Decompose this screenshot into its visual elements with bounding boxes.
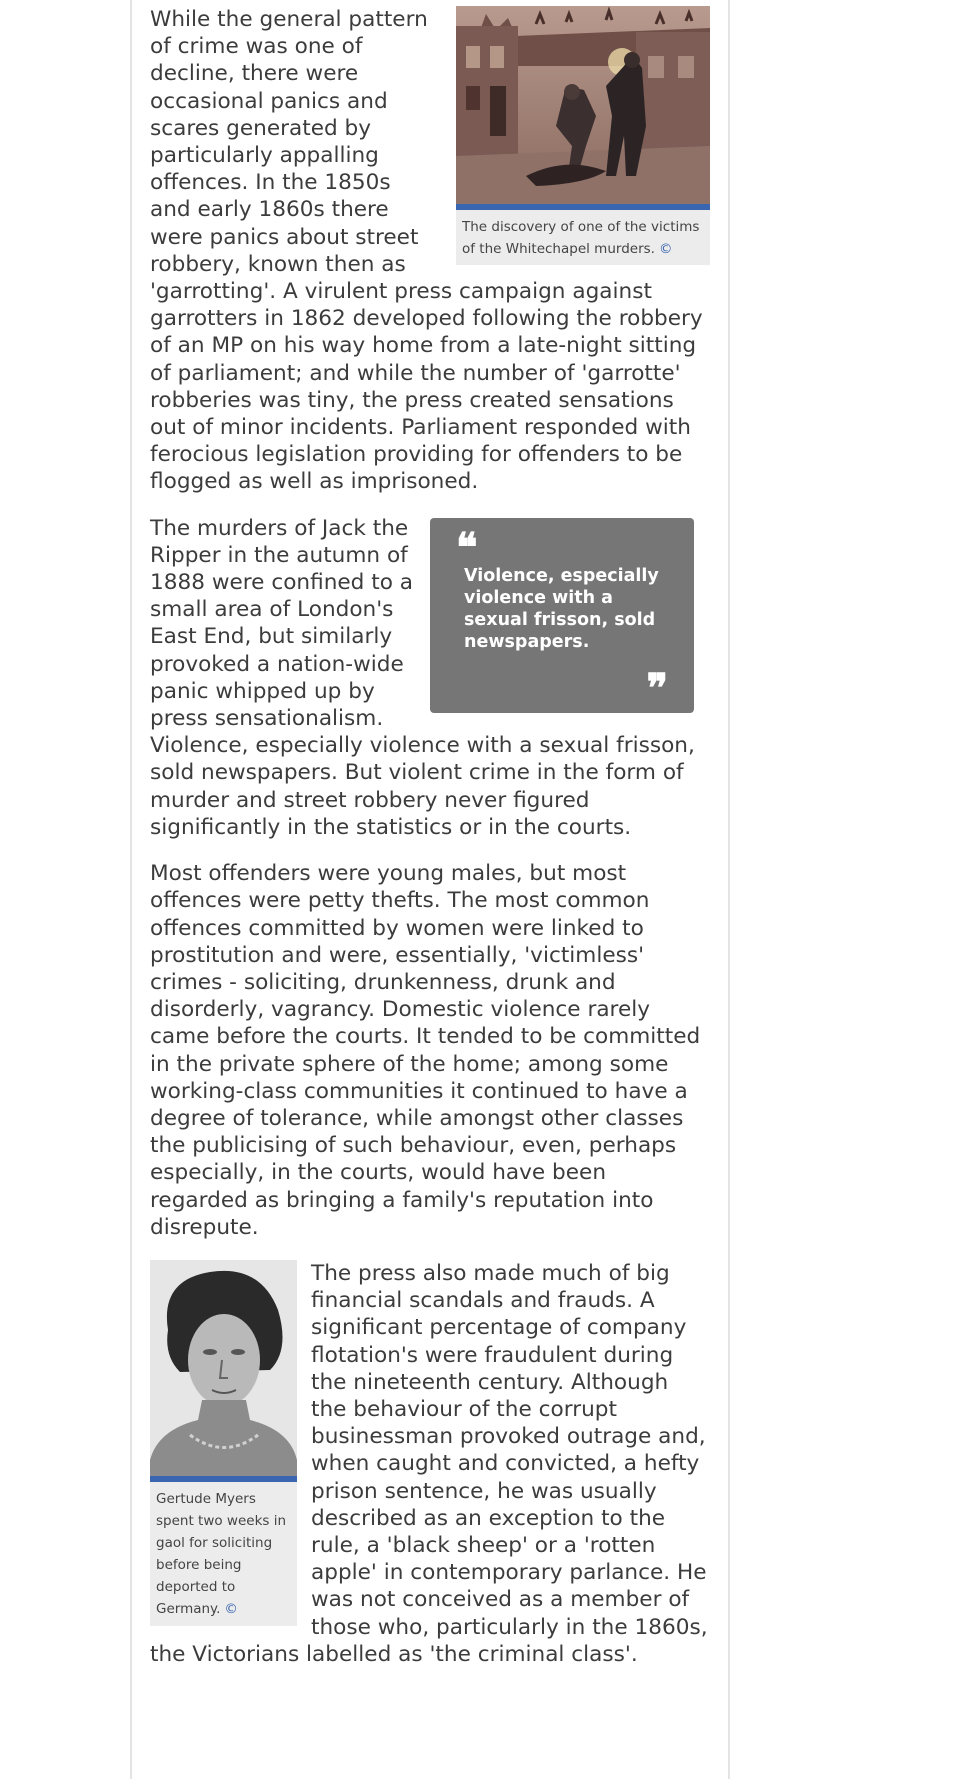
figure-caption [150,1482,297,1626]
figure-whitechapel [456,6,710,265]
copyright-icon[interactable]: © [658,241,673,257]
open-quote-icon: ❝ [456,523,478,571]
figure-caption [456,210,710,265]
paragraph-offenders: Most offenders were young males, but most offences were petty thefts. The most common offences committed by women were linked to prostitution and were, essentially, 'victimless' crimes - soliciting, drunkenness, drunk and disorderly, vagrancy. Domestic violence rarely came before the courts. It tended to be committed in the private sphere of the home; among some working-class communities it continued to have a degree of tolerance, while amongst other classes the publicising of such behaviour, even, perhaps especially, in the courts, would have been regarded as bringing a family's reputation into disrepute. [150,861,701,1240]
caption-text: The discovery of one of the victims of the Whitechapel murders. [462,219,700,257]
figure-gertude-myers [150,1260,297,1626]
pull-quote-text: Violence, especially violence with a sexual frisson, sold newspapers. [464,565,659,652]
caption-text: Gertude Myers spent two weeks in gaol for soliciting before being deported to Germany. [156,1490,287,1617]
copyright-icon[interactable]: © [224,1600,238,1617]
close-quote-icon: ❞ [646,664,668,712]
paragraph-jack-the-ripper: The murders of Jack the Ripper in the autumn of 1888 were confined to a small area of London's East End, but similarly provoked a nation-wide panic whipped up by press sensationalism. Violence, especially violence with a sexual frisson, sold newspapers. But violent crime in the form of murder and street robbery never figured significantly in the statistics or in the courts. [150,515,695,840]
paragraph-financial-scandals: The press also made much of big financial scandals and frauds. A significant percentage of company flotation's were fraudulent during the nineteenth century. Although the behaviour of the corrupt businessman provoked outrage and, when caught and convicted, a hefty prison sentence, he was usually described as an exception to the rule, a 'black sheep' or a 'rotten apple' in contemporary parlance. He was not conceived as a member of those who, particularly in the 1860s, the Victorians labelled as 'the criminal class'. [150,1260,708,1667]
paragraph-garrotting: While the general pattern of crime was one of decline, there were occasional panics and scares generated by particularly appalling offences. In the 1850s and early 1860s there were panics about street robbery, known then as 'garrotting'. A virulent press campaign against garrotters in 1862 developed following the robbery of an MP on his way home from a late-night sitting of parliament; and while the number of 'garrotte' robberies was tiny, the press created sensations out of minor incidents. Parliament responded with ferocious legislation providing for offenders to be flogged as well as imprisoned. [150,7,703,495]
article-body [150,6,710,1668]
gertude-myers-photo[interactable] [150,1260,297,1482]
pull-quote [430,518,694,713]
whitechapel-engraving-image[interactable] [456,6,710,210]
